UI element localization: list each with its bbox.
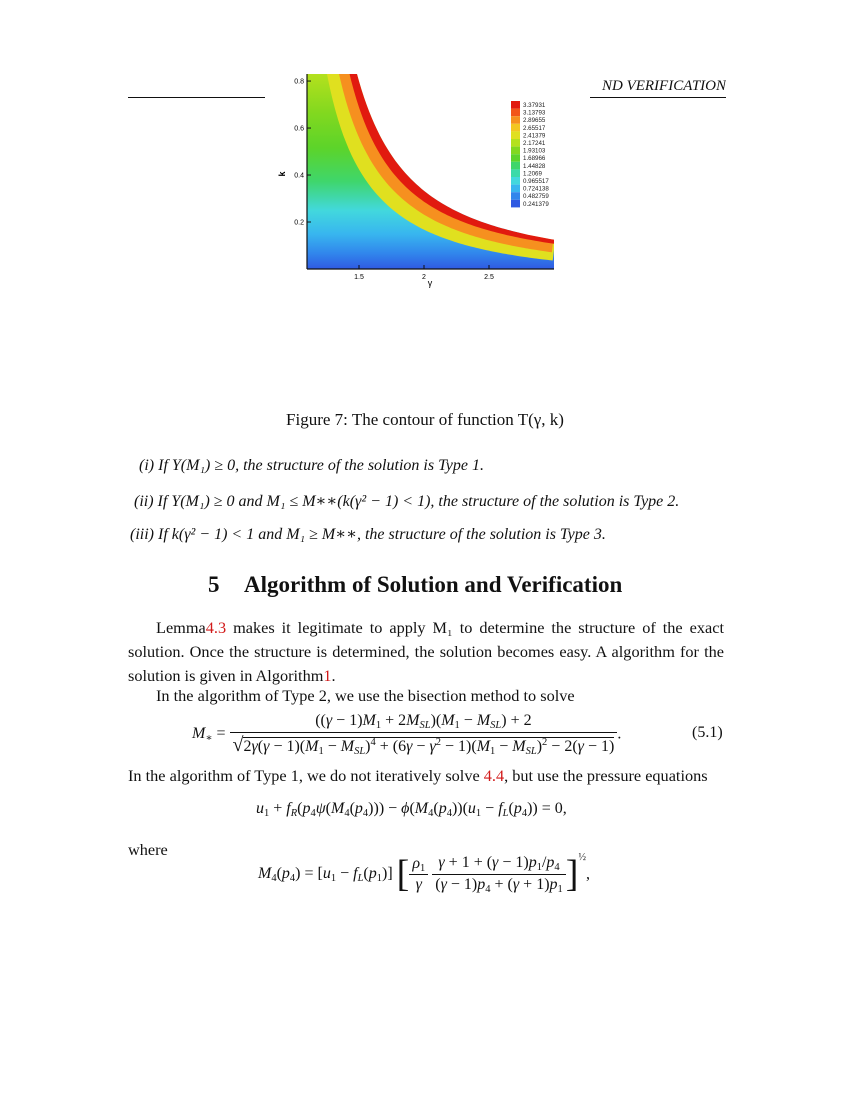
condition-text: If Y(M₁) ≥ 0 and M₁ ≤ M∗∗(k(γ² − 1) < 1), the structure of the solution is Type 2.	[157, 493, 680, 510]
x-tick-label: 1.5	[354, 274, 364, 281]
legend-swatch	[511, 101, 520, 109]
condition-ii	[134, 491, 734, 511]
ref-lemma-4-3[interactable]: 4.3	[205, 618, 227, 637]
legend-label: 0.965517	[523, 178, 549, 185]
legend-swatch	[511, 131, 520, 139]
section-number: 5	[208, 572, 220, 597]
m4-equation: $M_4(p_4) = [u_1 - f_L(p_1)]$ [ $\frac{\rho_1}{\gamma}$ $\frac{\gamma + 1 + (\gamma - 1)p_1/p_4}{(\gamma - 1)p_4 + (\gamma + 1)p_1}$ ]$^{\frac{1}{2}}$,	[258, 852, 590, 896]
legend	[511, 101, 549, 208]
legend-label: 2.89655	[523, 117, 546, 125]
legend-swatch	[511, 162, 520, 170]
legend-swatch	[511, 169, 520, 177]
y-tick-label: 0.2	[294, 219, 304, 227]
x-tick-label: 2	[422, 274, 426, 281]
y-tick-label: 0.4	[294, 172, 304, 180]
text-run: makes it legitimate to apply M₁ to determine the structure of the exact solution. Once the structure is determined, the solution becomes easy. A algorithm for the solution is given in Algorithm	[128, 618, 724, 685]
legend-label: 1.93103	[523, 147, 546, 155]
equation-5-1: $M_∗$ = $\frac{((\gamma - 1)M_1 + 2M_{SL})(M_1 - M_{SL}) + 2}{√2\gamma(\gamma - 1)(M_1 - M_{SL})^4 + (6\gamma - \gamma^2 - 1)(M_1 - M_{SL})^2 - 2(\gamma - 1)}$ .	[192, 712, 622, 757]
y-tick-label: 0.8	[294, 78, 304, 86]
legend-label: 2.65517	[523, 124, 546, 132]
text-run: In the algorithm of Type 1, we do not iteratively solve	[128, 766, 484, 785]
legend-label: 3.13793	[523, 109, 546, 117]
legend-label: 1.68966	[523, 155, 546, 163]
paragraph-bisection: In the algorithm of Type 2, we use the bisection method to solve	[156, 686, 575, 705]
y-axis-label: k	[277, 171, 287, 177]
condition-label: (i)	[139, 457, 155, 474]
condition-iii	[130, 524, 730, 544]
section-heading	[208, 572, 622, 598]
legend-swatch	[511, 124, 520, 132]
condition-i	[139, 457, 739, 475]
ref-equation-4-4[interactable]: 4.4	[483, 766, 505, 785]
text-run: .	[331, 666, 336, 685]
running-header: ND VERIFICATION	[590, 78, 726, 98]
condition-text: If Y(M₁) ≥ 0, the structure of the solution is Type 1.	[158, 457, 484, 474]
contour-plot	[275, 68, 565, 293]
text-run: Lemma	[156, 618, 206, 637]
ref-algorithm-1[interactable]: 1	[323, 666, 332, 685]
legend-swatch	[511, 109, 520, 117]
condition-label: (iii)	[130, 526, 154, 543]
legend-label: 0.724138	[523, 185, 549, 193]
legend-label: 1.2069	[523, 170, 542, 178]
legend-swatch	[511, 147, 520, 155]
legend-swatch	[511, 139, 520, 147]
equation-number: (5.1)	[692, 724, 723, 741]
text-run: , but use the pressure equations	[504, 766, 708, 785]
figure-caption: Figure 7: The contour of function T(γ, k)	[286, 410, 564, 429]
condition-text: If k(γ² − 1) < 1 and M₁ ≥ M∗∗, the structure of the solution is Type 3.	[158, 526, 606, 543]
legend-label: 0.241379	[523, 200, 549, 208]
legend-label: 2.41379	[523, 132, 546, 140]
legend-swatch	[511, 177, 520, 185]
x-tick-label: 2.5	[484, 274, 494, 281]
y-tick-label: 0.6	[294, 125, 304, 133]
legend-label: 1.44828	[523, 162, 546, 170]
condition-label: (ii)	[134, 493, 154, 510]
pressure-equation: $u_1 + f_R(p_4\psi(M_4(p_4))) - \phi(M_4(p_4))(u_1 - f_L(p_4)) = 0$,	[256, 800, 567, 819]
legend-label: 0.482759	[523, 193, 549, 201]
paragraph-lemma	[128, 616, 724, 688]
legend-swatch	[511, 116, 520, 124]
section-title: Algorithm of Solution and Verification	[244, 572, 623, 597]
legend-swatch	[511, 192, 520, 200]
legend-swatch	[511, 154, 520, 162]
legend-label: 2.17241	[523, 140, 546, 147]
where-label: where	[128, 840, 168, 859]
legend-label: 3.37931	[523, 102, 546, 109]
legend-swatch	[511, 200, 520, 208]
legend-swatch	[511, 185, 520, 193]
x-axis-label: γ	[427, 278, 433, 288]
header-rule	[128, 97, 265, 98]
paragraph-type1	[128, 764, 724, 788]
